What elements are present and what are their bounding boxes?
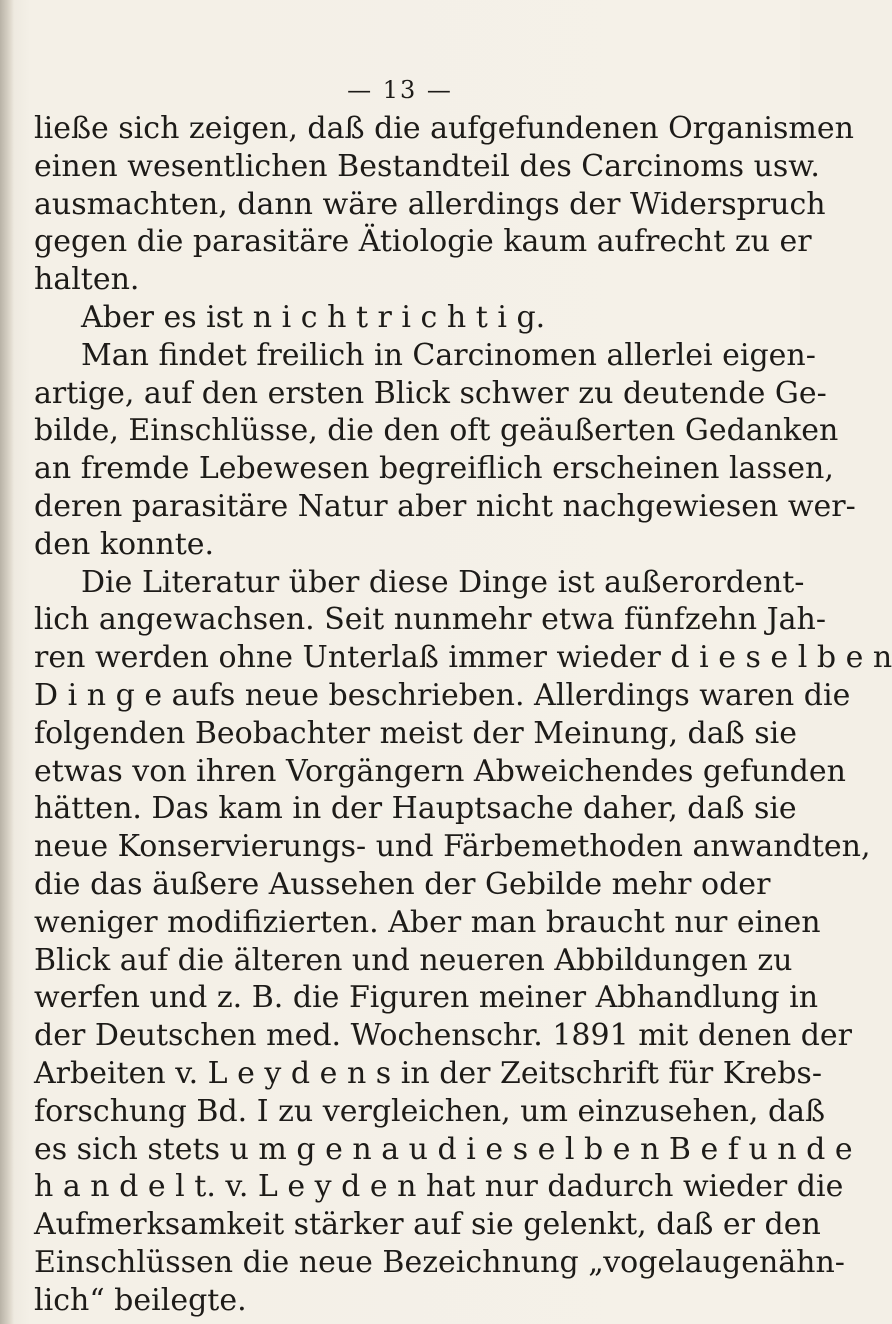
text-line: hätten. Das kam in der Hauptsache daher, daß sie xyxy=(34,791,797,827)
body-text xyxy=(34,110,892,1320)
text-line: folgenden Beobachter meist der Meinung, daß sie xyxy=(34,715,797,751)
text-line: etwas von ihren Vorgängern Abweichendes gefunden xyxy=(34,753,846,789)
text-line: D i n g e aufs neue beschrieben. Allerdings waren die xyxy=(34,677,851,713)
text-line: forschung Bd. I zu vergleichen, um einzusehen, daß xyxy=(34,1093,826,1129)
text-line: Man findet freilich in Carcinomen allerlei eigen- xyxy=(81,337,816,373)
text-line: artige, auf den ersten Blick schwer zu deutende Ge- xyxy=(34,375,827,411)
text-line: neue Konservierungs- und Färbemethoden anwandten, xyxy=(34,829,871,865)
text-line: h a n d e l t. v. L e y d e n hat nur dadurch wieder die xyxy=(34,1169,844,1205)
text-line: der Deutschen med. Wochenschr. 1891 mit denen der xyxy=(34,1018,853,1054)
text-line: Die Literatur über diese Dinge ist außerordent- xyxy=(81,564,805,600)
text-line: einen wesentlichen Bestandteil des Carcinoms usw. xyxy=(34,148,820,184)
text-line: halten. xyxy=(34,262,140,298)
text-line: ausmachten, dann wäre allerdings der Widerspruch xyxy=(34,186,826,222)
page-number: — 13 — xyxy=(347,76,453,104)
text-line: die das äußere Aussehen der Gebilde mehr oder xyxy=(34,866,771,902)
text-line: bilde, Einschlüsse, die den oft geäußerten Gedanken xyxy=(34,413,839,449)
text-line: Arbeiten v. L e y d e n s in der Zeitschrift für Krebs- xyxy=(34,1055,822,1091)
text-line: den konnte. xyxy=(34,526,215,562)
text-line: es sich stets u m g e n a u d i e s e l b e n B e f u n d e xyxy=(34,1131,853,1167)
page-binding-shadow xyxy=(0,0,14,1324)
text-line: ren werden ohne Unterlaß immer wieder d i e s e l b e n xyxy=(34,640,892,676)
text-line: ließe sich zeigen, daß die aufgefundenen Organismen xyxy=(34,111,854,146)
text-line: Aufmerksamkeit stärker auf sie gelenkt, daß er den xyxy=(34,1207,821,1243)
text-line: an fremde Lebewesen begreiflich erscheinen lassen, xyxy=(34,451,834,487)
text-line: deren parasitäre Natur aber nicht nachgewiesen wer- xyxy=(34,488,856,524)
text-line: gegen die parasitäre Ätiologie kaum aufrecht zu er xyxy=(34,224,812,260)
text-line: weniger modifizierten. Aber man braucht nur einen xyxy=(34,904,821,940)
text-line: lich angewachsen. Seit nunmehr etwa fünfzehn Jah- xyxy=(34,602,826,638)
text-line: werfen und z. B. die Figuren meiner Abhandlung in xyxy=(34,980,819,1016)
text-line: Aber es ist n i c h t r i c h t i g. xyxy=(81,299,546,335)
text-line: Einschlüssen die neue Bezeichnung „vogelaugenähn- xyxy=(34,1244,845,1280)
text-line: Blick auf die älteren und neueren Abbildungen zu xyxy=(34,942,793,978)
text-line: lich“ beilegte. xyxy=(34,1282,247,1318)
